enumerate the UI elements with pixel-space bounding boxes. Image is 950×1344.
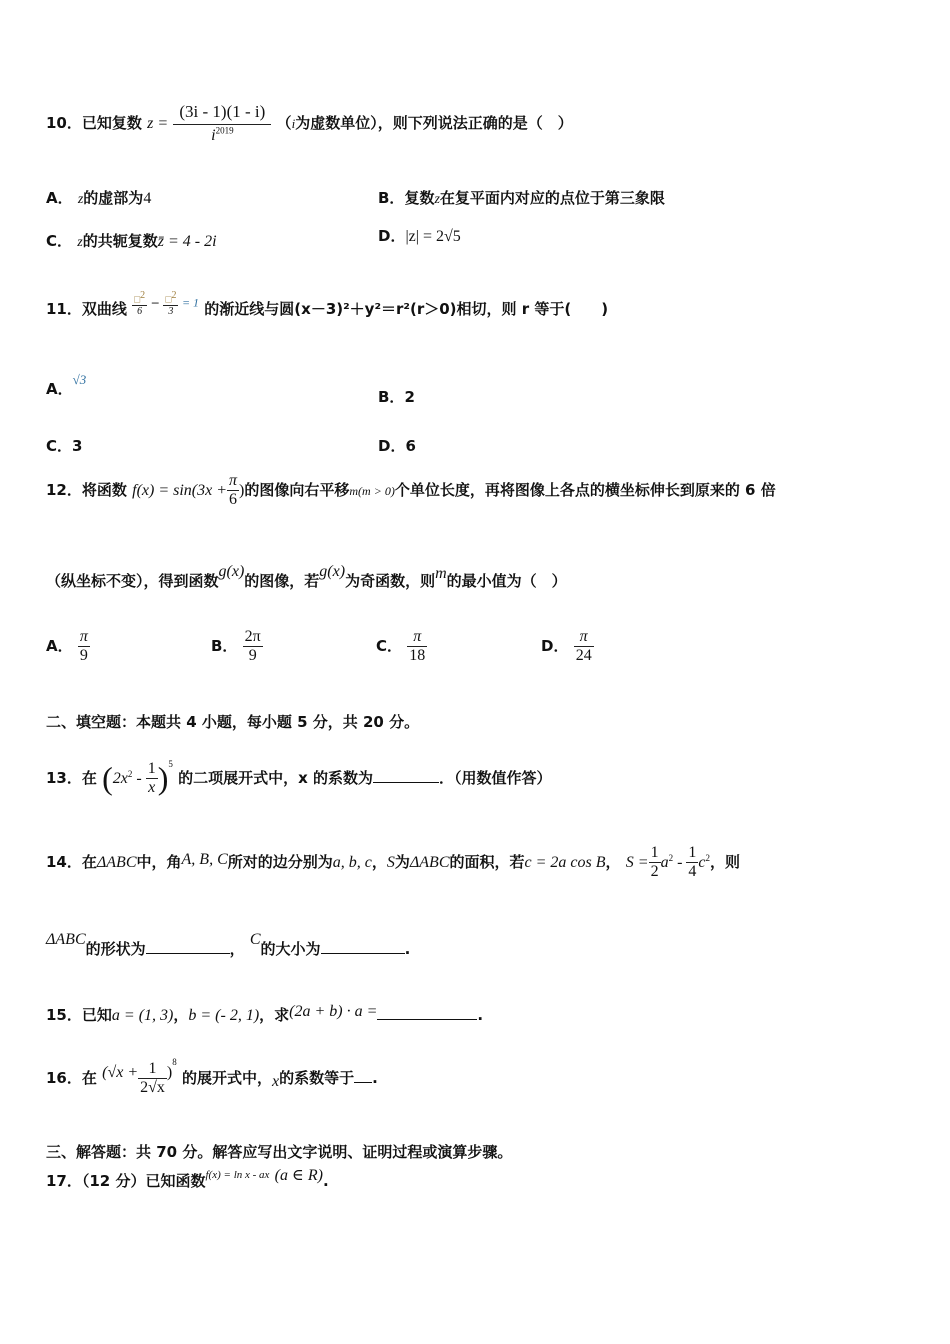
section-3-title: 三、解答题：共 70 分。解答应写出文字说明、证明过程或演算步骤。 (46, 1143, 513, 1161)
option-a: A． z的虚部为4 (46, 189, 152, 207)
option-b: B．复数z在复平面内对应的点位于第三象限 (378, 189, 665, 207)
option-d: D．6 (378, 437, 416, 455)
answer-blank[interactable] (377, 1005, 477, 1020)
section-2-title: 二、填空题：本题共 4 小题，每小题 5 分，共 20 分。 (46, 713, 420, 731)
question-17: 17．（12 分）已知函数$^{f(x) = ln x - ax}$ (a ∈ R). (46, 1167, 329, 1190)
question-number: 10． (46, 114, 82, 132)
question-14-line2: ΔABC的形状为 ， C的大小为 . (46, 931, 411, 958)
question-number: 16． (46, 1069, 82, 1087)
question-15: 15．已知a = (1, 3)，b = (- 2, 1)，求(2a + b) · a = . (46, 1003, 484, 1024)
option-d: D． $\frac{\pi}{24}$ (541, 628, 592, 664)
question-number: 12． (46, 481, 82, 499)
answer-blank[interactable] (354, 1068, 372, 1083)
question-12-line2: （纵坐标不变），得到函数g(x)的图像，若g(x)为奇函数，则m的最小值为（ ） (46, 563, 567, 590)
answer-blank[interactable] (146, 939, 230, 954)
hyperbola-formula: $\frac{□^2}{6}$ − $\frac{□^2}{3}$ = 1 (134, 290, 200, 318)
option-b: B．2 (378, 388, 415, 406)
answer-blank[interactable] (321, 939, 405, 954)
option-a: A．√3 (46, 372, 87, 398)
question-13: 13．在 ($2x^2$ - $\frac{1}{x}$ )$^5$ 的二项展开式中，x 的系数为 ．（用数值作答） (46, 759, 552, 796)
question-number: 15． (46, 1006, 82, 1024)
question-14: 14．在ΔABC中，角A, B, C所对的边分别为a, b, c，S为ΔABC的面积，若c = 2a cos B， S = $\frac{1}{2}$ $a^2$ - $\frac{1}{4}$ $c^2$，则 (46, 844, 741, 880)
option-a: A． $\frac{\pi}{9}$ (46, 628, 88, 664)
question-10: 10．已知复数 z = $\frac{(3i - 1)(1 - i)}{i^{2019}}$ （i为虚数单位），则下列说法正确的是（ ） (46, 102, 573, 144)
option-c: C． z的共轭复数z̄ = 4 - 2i (46, 232, 217, 250)
question-12: 12．将函数 f(x) = sin(3x + $\frac{\pi}{6}$ )的图像向右平移m(m > 0)个单位长度，再将图像上各点的横坐标伸长到原来的 6 倍 (46, 472, 776, 508)
question-number: 13． (46, 769, 82, 787)
question-number: 17． (46, 1172, 82, 1190)
answer-blank[interactable] (373, 768, 439, 783)
fraction: $\frac{(3i - 1)(1 - i)}{i^{2019}}$ (173, 102, 271, 145)
question-11: 11．双曲线 $\frac{□^2}{6}$ − $\frac{□^2}{3}$ = 1 的渐近线与圆(x－3)²＋y²＝r²(r＞0)相切，则 r 等于( ) (46, 290, 609, 319)
question-number: 14． (46, 853, 82, 871)
question-number: 11． (46, 300, 82, 319)
option-b: B． $\frac{2\pi}{9}$ (211, 628, 261, 664)
question-16: 16．在 (√x + $\frac{1}{2√x}$ )$^8$ 的展开式中，x的系数等于 . (46, 1057, 378, 1096)
option-c: C． $\frac{\pi}{18}$ (376, 628, 426, 664)
option-d: D．|z| = 2√5 (378, 227, 461, 245)
option-c: C．3 (46, 437, 83, 455)
